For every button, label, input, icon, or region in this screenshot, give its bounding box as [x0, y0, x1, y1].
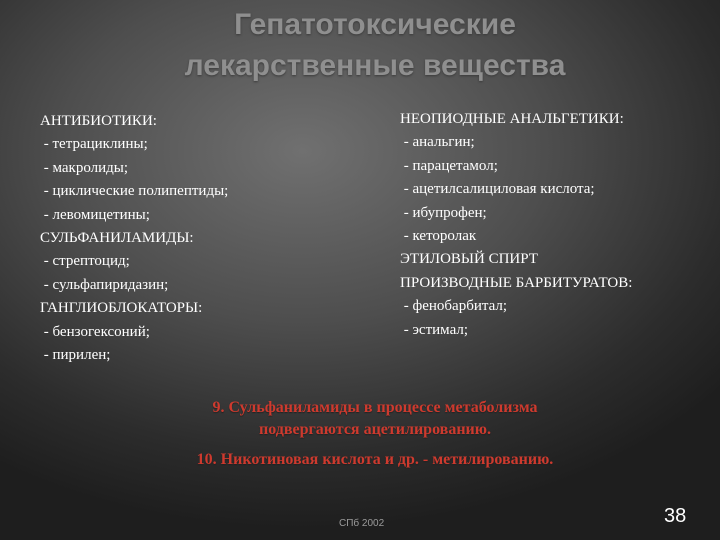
slide-title-line: Гепатотоксические	[234, 8, 516, 41]
list-item: - пирилен;	[40, 347, 111, 364]
right-column-list	[400, 108, 632, 342]
list-item: - фенобарбитал;	[400, 298, 508, 315]
list-item: - макролиды;	[40, 159, 129, 176]
list-item: АНТИБИОТИКИ:	[40, 113, 157, 129]
highlighted-notes	[0, 397, 720, 471]
footer-text: СПб 2002	[339, 518, 385, 529]
note-methylation	[0, 449, 720, 471]
list-item: - парацетамол;	[400, 157, 498, 174]
list-item: - ибупрофен;	[400, 204, 487, 221]
slide-title-line: лекарственные вещества	[184, 49, 566, 82]
list-item: - стрептоцид;	[40, 253, 130, 270]
list-item: - ацетилсалициловая кислота;	[400, 181, 595, 198]
list-item: ПРОИЗВОДНЫЕ БАРБИТУРАТОВ:	[400, 274, 633, 291]
list-item: - левомицетины;	[40, 206, 150, 223]
note-line: 10. Никотиновая кислота и др. - метилированию.	[196, 451, 554, 468]
list-item: - тетрациклины;	[40, 136, 148, 153]
note-line: подвергаются ацетилированию.	[259, 421, 491, 438]
list-item: - сульфапиридазин;	[40, 276, 169, 293]
list-item: - анальгин;	[400, 134, 475, 151]
note-line: 9. Сульфаниламиды в процессе метаболизма	[212, 399, 538, 416]
list-item: - циклические полипептиды;	[40, 183, 229, 200]
list-item: ЭТИЛОВЫЙ СПИРТ	[400, 251, 538, 268]
slide-title	[0, 4, 720, 86]
list-item: НЕОПИОДНЫЕ АНАЛЬГЕТИКИ:	[400, 111, 624, 127]
list-item: - эстимал;	[400, 321, 469, 338]
list-item: - бензогексоний;	[40, 323, 150, 340]
page-number: 38	[664, 505, 687, 527]
left-column-list	[40, 110, 228, 367]
list-item: - кеторолак	[400, 228, 477, 245]
list-item: ГАНГЛИОБЛОКАТОРЫ:	[40, 300, 203, 317]
list-item: СУЛЬФАНИЛАМИДЫ:	[40, 230, 194, 247]
note-acetylation	[0, 397, 720, 441]
